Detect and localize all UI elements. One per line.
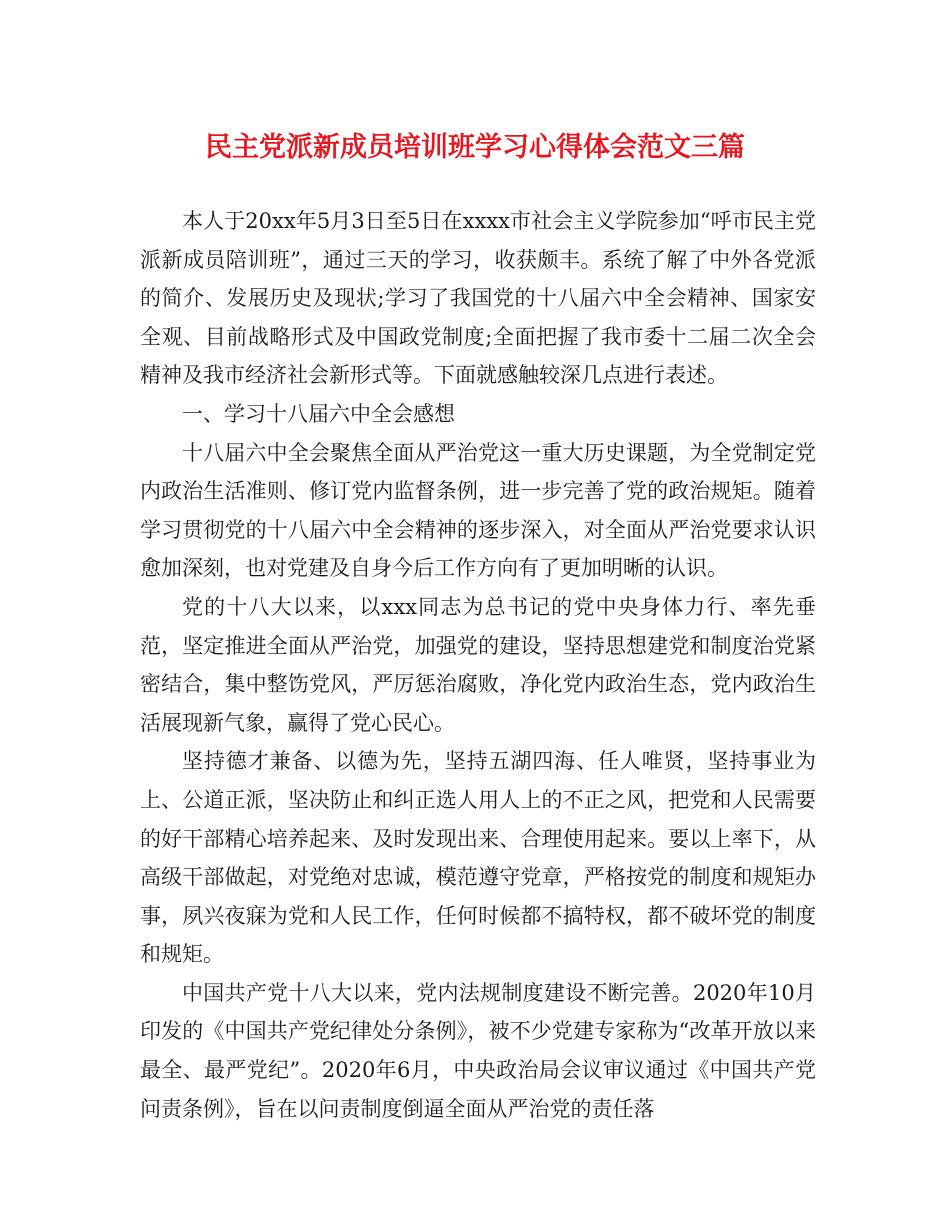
paragraph: 党的十八大以来，以xxx同志为总书记的党中央身体力行、率先垂范，坚定推进全面从严治党，加强党的建设，坚持思想建党和制度治党紧密结合，集中整饬党风，严厉惩治腐败，净化党内政治生态，党内政治生活展现新气象，赢得了党心民心。 [140, 594, 816, 735]
paragraph-intro: 本人于20xx年5月3日至5日在xxxx市社会主义学院参加“呼市民主党派新成员陪训班”，通过三天的学习，收获颇丰。系统了解了中外各党派的简介、发展历史及现状;学习了我国党的十八届六中全会精神、国家安全观、目前战略形式及中国政党制度;全面把握了我市委十二届二次全会精神及我市经济社会新形式等。下面就感触较深几点进行表述。 [140, 209, 816, 388]
paragraph: 中国共产党十八大以来，党内法规制度建设不断完善。2020年10月印发的《中国共产党纪律处分条例》，被不少党建专家称为“改革开放以来最全、最严党纪”。2020年6月，中央政治局会议审议通过《中国共产党问责条例》，旨在以问责制度倒逼全面从严治党的责任落 [140, 980, 816, 1121]
document-title: 民主党派新成员培训班学习心得体会范文三篇 [205, 132, 745, 163]
paragraph: 坚持德才兼备、以德为先，坚持五湖四海、任人唯贤，坚持事业为上、公道正派，坚决防止和纠正选人用人上的不正之风，把党和人民需要的好干部精心培养起来、及时发现出来、合理使用起来。要以上率下，从高级干部做起，对党绝对忠诚，模范遵守党章，严格按党的制度和规矩办事，夙兴夜寐为党和人民工作，任何时候都不搞特权，都不破坏党的制度和规矩。 [140, 749, 816, 967]
section-heading: 一、学习十八届六中全会感想 [182, 401, 455, 426]
document-body [140, 202, 816, 1128]
paragraph: 十八届六中全会聚焦全面从严治党这一重大历史课题，为全党制定党内政治生活准则、修订党内监督条例，进一步完善了党的政治规矩。随着学习贯彻党的十八届六中全会精神的逐步深入，对全面从严治党要求认识愈加深刻，也对党建及自身今后工作方向有了更加明晰的认识。 [140, 440, 816, 581]
